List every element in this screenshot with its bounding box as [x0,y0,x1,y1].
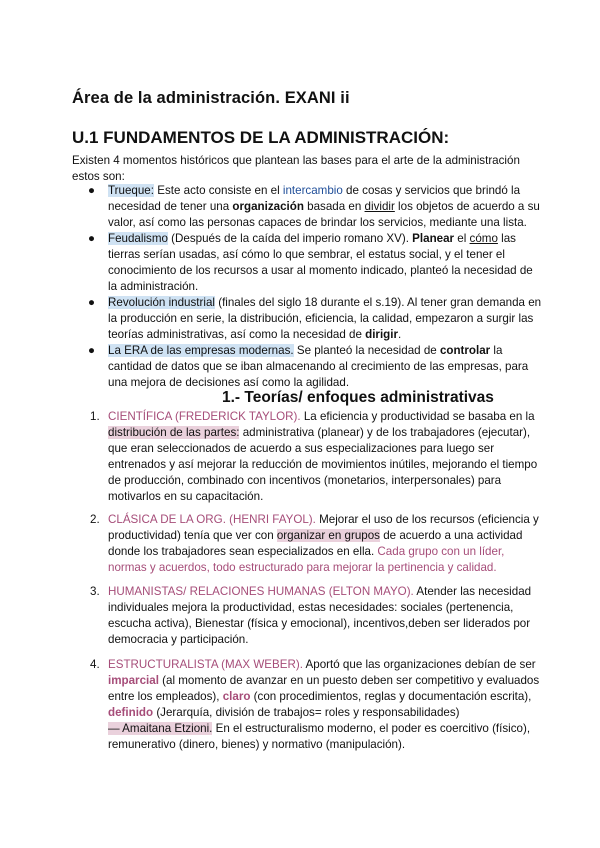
item-number: 4. [90,658,100,671]
bullet-icon: ● [88,184,96,197]
intro-paragraph: Existen 4 momentos históricos que plantean las bases para el arte de la administración estos son: [72,154,520,183]
item-number: 1. [90,410,100,423]
list-item: ● La ERA de las empresas modernas. Se planteó la necesidad de controlar la cantidad de datos que se iban almacenando al crecimiento de las empresas, para una mejora de decisiones así como la agilidad. [88,344,529,389]
numbered-item: 1. CIENTÍFICA (FREDERICK TAYLOR). La eficiencia y productividad se basaba en la distribución de las partes: administrativa (planear) y de los trabajadores (ejecutar), que eran seleccionados de acuerdo a sus especializaciones para luego ser entrenados y así mejorar la reducción de movimientos inútiles, mejorando el tiempo de producción, combinado con incentivos (monetarios, interpersonales) para motivarlos en su capacitación. [90,410,538,503]
historical-moments-list [72,183,542,391]
list-item: ● Trueque: Este acto consiste en el intercambio de cosas y servicios que brindó la necesidad de tener una organización basada en dividir los objetos de acuerdo a su valor, así como las personas capaces de brindar los servicios, mediante una lista. [88,184,540,229]
unit-heading: U.1 FUNDAMENTOS DE LA ADMINISTRACIÓN: [72,128,450,147]
item-number: 3. [90,585,100,598]
item-number: 2. [90,513,100,526]
list-item: ● Revolución industrial (finales del siglo 18 durante el s.19). Al tener gran demanda en la producción en serie, la distribución, eficiencia, la calidad, empezaron a surgir las teorías administrativas, así como la necesidad de dirigir. [88,296,542,341]
document-title: Área de la administración. EXANI ii [72,89,350,107]
bullet-icon: ● [88,296,96,309]
bullet-icon: ● [88,232,96,245]
section-heading: 1.- Teorías/ enfoques administrativas [222,389,494,406]
numbered-item: 4. ESTRUCTURALISTA (MAX WEBER). Aportó que las organizaciones debían de ser imparcial (al momento de avanzar en un puesto deben ser competitivo y evaluados entre los empleados), claro (con procedimientos, reglas y documentación escrita), definido (Jerarquía, división de trabajos= roles y responsabilidades) — Amaitana Etzioni. En el estructuralismo moderno, el poder es coercitivo (físico), remunerativo (dinero, bienes) y normativo (manipulación). [90,658,540,751]
numbered-item: 3. HUMANISTAS/ RELACIONES HUMANAS (ELTON MAYO). Atender las necesidad individuales mejora la productividad, estas necesidades: sociales (pertenencia, escucha activa), Bienestar (física y emocional), incentivos,deben ser liderados por democracia y participación. [90,585,532,646]
list-item: ● Feudalismo (Después de la caída del imperio romano XV). Planear el cómo las tierras serían usadas, así cómo lo que sembrar, el estatus social, y el tener el conocimiento de los recursos a usar al momento indicado, planteó la necesidad de la administración. [88,232,533,293]
numbered-item: 2. CLÁSICA DE LA ORG. (HENRI FAYOL). Mejorar el uso de los recursos (eficiencia y productividad) tenía que ver con organizar en grupos de acuerdo a una actividad donde los trabajadores sean especializados en ella. Cada grupo con un líder, normas y acuerdos, todo estructurado para mejorar la pertinencia y calidad. [90,513,539,574]
bullet-icon: ● [88,344,96,357]
